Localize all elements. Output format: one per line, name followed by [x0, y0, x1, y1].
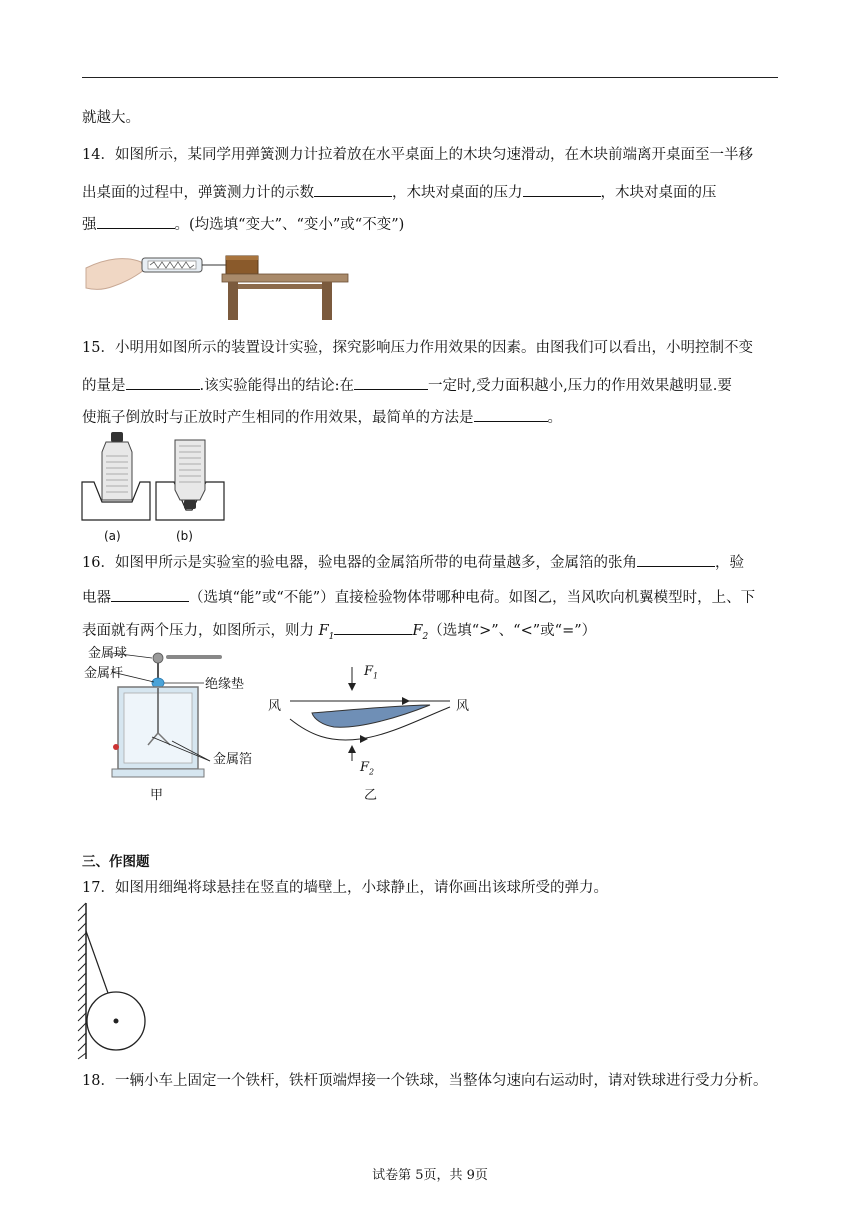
- string: [86, 931, 108, 993]
- q15-blank-2[interactable]: [354, 375, 428, 390]
- page-footer: 试卷第 5页，共 9页: [372, 1168, 488, 1183]
- header-rule: [82, 77, 778, 78]
- q14-blank-2[interactable]: [523, 182, 601, 197]
- label-yi: 乙: [364, 788, 378, 803]
- label-f1-letter: F: [364, 664, 374, 679]
- label-f2-sub: 2: [369, 767, 375, 777]
- q16-text: ，验: [714, 555, 744, 571]
- metal-ball: [153, 653, 163, 663]
- q14-blank-3[interactable]: [97, 214, 175, 229]
- q15-line1: 15．小明用如图所示的装置设计实验，探究影响压力作用效果的因素。由图我们可以看出，小明控制不变: [82, 340, 753, 356]
- q15-caption-a: (a): [104, 529, 121, 543]
- q14-line1: 14．如图所示，某同学用弹簧测力计拉着放在水平桌面上的木块匀速滑动，在木块前端离开桌面至一半移: [82, 147, 753, 163]
- q14-text: 强: [82, 217, 97, 233]
- q17-text: 17．如图用细绳将球悬挂在竖直的墙壁上，小球静止，请你画出该球所受的弹力。: [82, 880, 608, 896]
- q18-text: 18．一辆小车上固定一个铁杆，铁杆顶端焊接一个铁球，当整体匀速向右运动时，请对铁球进行受力分析。: [82, 1073, 768, 1089]
- q16-text: 表面就有两个压力，如图所示，则力: [82, 623, 319, 639]
- q15-line2: [82, 375, 732, 396]
- bottle-a: [102, 442, 132, 500]
- q17-hanging-ball-figure: [78, 903, 148, 1059]
- q15-blank-3[interactable]: [474, 407, 548, 422]
- q16-text: 电器: [82, 590, 111, 606]
- knob-icon: [113, 744, 119, 750]
- hand-icon: [86, 259, 144, 290]
- q16-f1: F: [318, 623, 329, 639]
- q15-text: 使瓶子倒放时与正放时产生相同的作用效果，最简单的方法是: [82, 410, 474, 426]
- label-jia: 甲: [150, 788, 164, 803]
- airfoil-wing: [312, 705, 430, 727]
- previous-question-tail: 就越大。: [82, 110, 140, 126]
- label-metal-ball: 金属球: [88, 646, 128, 661]
- q16-text: （选填“能”或“不能”）直接检验物体带哪种电荷。如图乙，当风吹向机翼模型时，上、下: [189, 590, 756, 606]
- label-f1: [364, 662, 378, 687]
- q14-line2: [82, 182, 717, 203]
- q16-blank-2[interactable]: [111, 587, 189, 602]
- label-metal-rod: 金属杆: [84, 666, 124, 681]
- q16-text: 16．如图甲所示是实验室的验电器，验电器的金属箔所带的电荷量越多，金属箔的张角: [82, 555, 637, 571]
- q14-text: ，木块对桌面的压力: [392, 185, 523, 201]
- q16-blank-3[interactable]: [334, 620, 412, 635]
- table-top: [222, 274, 348, 282]
- label-wind-right: 风: [456, 699, 470, 714]
- q14-text: 出桌面的过程中，弹簧测力计的示数: [82, 185, 314, 201]
- q14-line3: [82, 214, 404, 235]
- label-f1-sub: 1: [373, 671, 379, 681]
- q16-text: （选填“>”、“<”或“=”）: [428, 623, 597, 639]
- label-f2: [360, 758, 374, 783]
- q14-text: 。(均选填“变大”、“变小”或“不变”): [174, 217, 405, 233]
- q16-f2: F: [412, 623, 423, 639]
- q15-caption-b: (b): [176, 529, 193, 543]
- q16-line1: [82, 552, 744, 573]
- q16-line2: [82, 587, 755, 608]
- q15-text: 一定时,受力面积越小,压力的作用效果越明显.要: [428, 378, 732, 394]
- q16-f2-sub: 2: [422, 631, 429, 642]
- q15-bottle-figure: [82, 430, 224, 520]
- q16-f1-sub: 1: [328, 631, 335, 642]
- q15-blank-1[interactable]: [126, 375, 200, 390]
- q16-line3: [82, 620, 596, 647]
- q15-line3: [82, 407, 562, 428]
- q14-spring-scale-figure: [86, 248, 348, 320]
- q15-text: 。: [547, 410, 562, 426]
- label-insulating-pad: 绝缘垫: [205, 677, 245, 692]
- label-metal-foil: 金属箔: [213, 752, 253, 767]
- electroscope-top-rod: [166, 655, 222, 659]
- ball-center: [114, 1019, 119, 1024]
- q14-text: ，木块对桌面的压: [600, 185, 717, 201]
- q15-text: .该实验能得出的结论:在: [199, 378, 354, 394]
- q15-text: 的量是: [82, 378, 126, 394]
- q16-blank-1[interactable]: [637, 552, 715, 567]
- q14-blank-1[interactable]: [314, 182, 392, 197]
- label-wind-left: 风: [268, 699, 282, 714]
- section-title-drawing: 三、作图题: [82, 854, 150, 870]
- label-f2-letter: F: [360, 760, 370, 775]
